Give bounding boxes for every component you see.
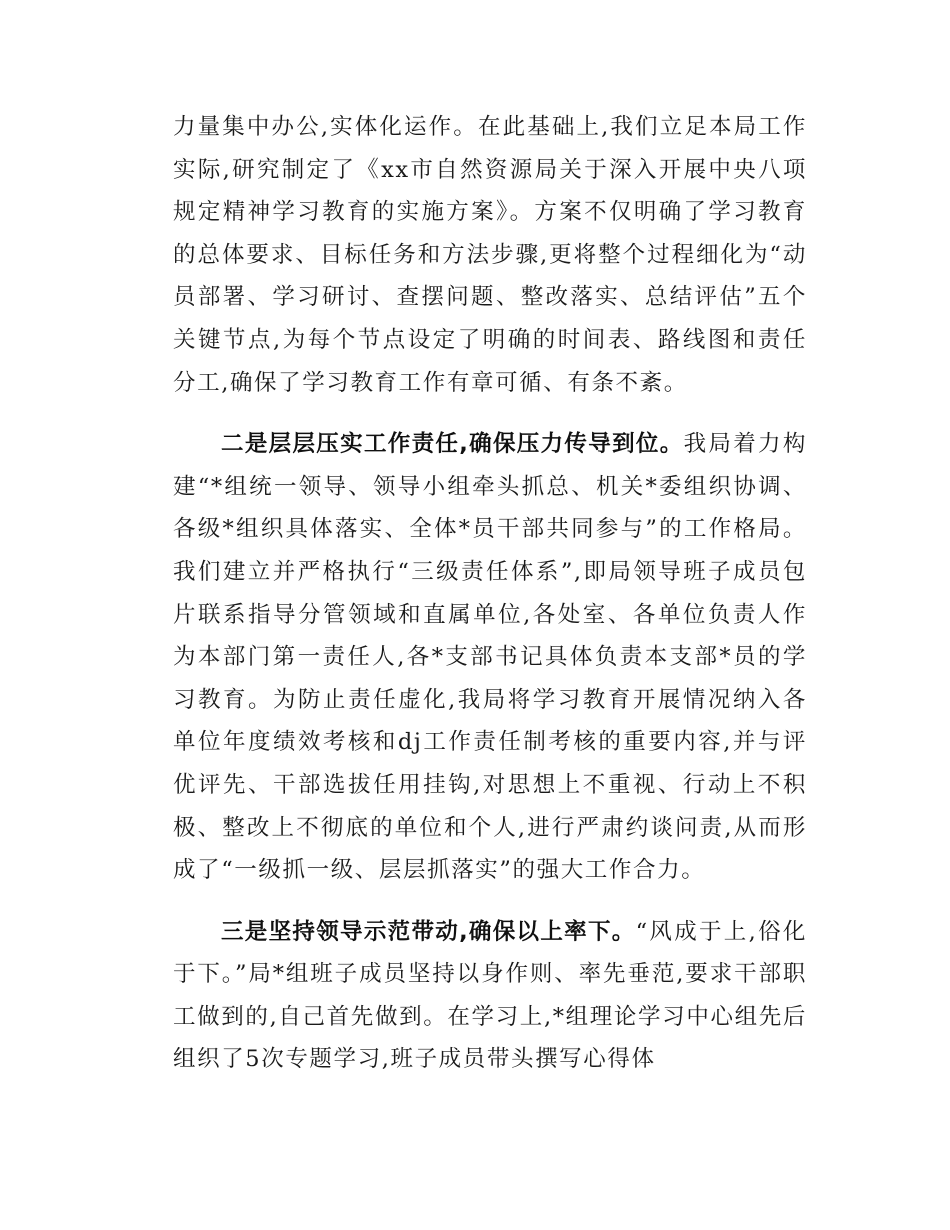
paragraph-lead-heading: 二是层层压实工作责任,确保压力传导到位。 <box>221 431 684 458</box>
document-body <box>173 106 807 1081</box>
paragraph-text: 力量集中办公,实体化运作。在此基础上,我们立足本局工作实际,研究制定了《xx市自然资源局关于深入开展中央八项规定精神学习教育的实施方案》。方案不仅明确了学习教育的总体要求、目标任务和方法步骤,更将整个过程细化为“动员部署、学习研讨、查摆问题、整改落实、总结评估”五个关键节点,为每个节点设定了明确的时间表、路线图和责任分工,确保了学习教育工作有章可循、有条不紊。 <box>173 114 807 396</box>
paragraph-text: 我局着力构建“*组统一领导、领导小组牵头抓总、机关*委组织协调、各级*组织具体落实、全体*员干部共同参与”的工作格局。我们建立并严格执行“三级责任体系”,即局领导班子成员包片联系指导分管领域和直属单位,各处室、各单位负责人作为本部门第一责任人,各*支部书记具体负责本支部*员的学习教育。为防止责任虚化,我局将学习教育开展情况纳入各单位年度绩效考核和dj工作责任制考核的重要内容,并与评优评先、干部选拔任用挂钩,对思想上不重视、行动上不积极、整改上不彻底的单位和个人,进行严肃约谈问责,从而形成了“一级抓一级、层层抓落实”的强大工作合力。 <box>173 431 807 884</box>
paragraph-continuation <box>173 106 807 404</box>
paragraph-gap <box>173 892 807 911</box>
paragraph-text: “风成于上,俗化于下。”局*组班子成员坚持以身作则、率先垂范,要求干部职工做到的,自己首先做到。在学习上,*组理论学习中心组先后组织了5次专题学习,班子成员带头撰写心得体 <box>173 918 807 1073</box>
paragraph-leadership <box>173 911 807 1081</box>
paragraph-responsibility <box>173 423 807 892</box>
paragraph-lead-heading: 三是坚持领导示范带动,确保以上率下。 <box>221 918 636 945</box>
paragraph-gap <box>173 404 807 423</box>
